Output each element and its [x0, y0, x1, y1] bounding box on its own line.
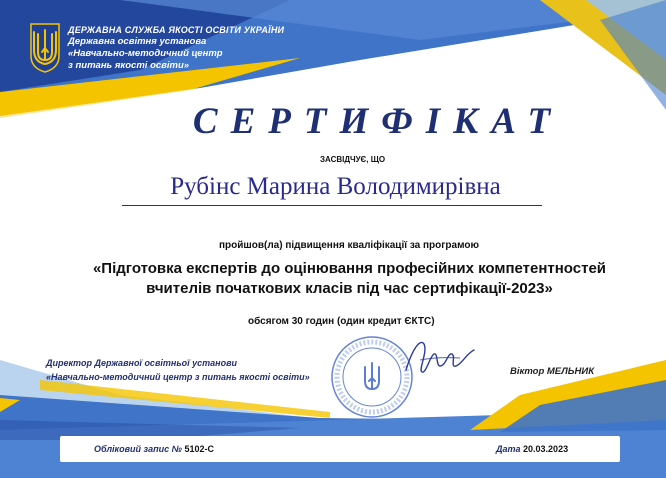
signer-name: Віктор МЕЛЬНИК	[510, 366, 595, 377]
signature-icon	[400, 330, 480, 385]
program-line-2: вчителів початкових класів під час сертифікації-2023»	[146, 280, 553, 297]
organization-header	[68, 24, 284, 72]
name-underline	[122, 205, 542, 206]
passed-text: пройшов(ла) підвищення кваліфікації за програмою	[219, 240, 480, 251]
org-line-2: Державна освітня установа	[68, 36, 207, 47]
certificate-title: СЕРТИФІКАТ	[192, 101, 564, 142]
date-value: 20.03.2023	[523, 444, 569, 454]
director-line-1: Директор Державної освітньої установи	[46, 358, 238, 368]
program-line-1: «Підготовка експертів до оцінювання професійних компетентностей	[92, 260, 607, 277]
trident-icon	[28, 22, 62, 74]
record-label: Обліковий запис №	[94, 444, 182, 454]
recipient-name: Рубінс Марина Володимирівна	[170, 173, 501, 200]
certifies-label: ЗАСВІДЧУЄ, ЩО	[320, 155, 386, 164]
issue-date	[496, 444, 568, 454]
record-number	[94, 444, 214, 454]
org-line-4: з питань якості освіти»	[68, 60, 190, 71]
record-value: 5102-С	[184, 444, 215, 454]
org-line-1: ДЕРЖАВНА СЛУЖБА ЯКОСТІ ОСВІТИ УКРАЇНИ	[68, 25, 285, 35]
program-title	[0, 259, 666, 299]
date-label: Дата	[496, 444, 521, 454]
director-line-2: «Навчально-методичний центр з питань якості освіти»	[46, 372, 310, 382]
org-line-3: «Навчально-методичний центр	[68, 48, 223, 59]
director-title	[46, 356, 310, 384]
hours-text: обсягом 30 годин (один кредит ЄКТС)	[248, 316, 435, 327]
